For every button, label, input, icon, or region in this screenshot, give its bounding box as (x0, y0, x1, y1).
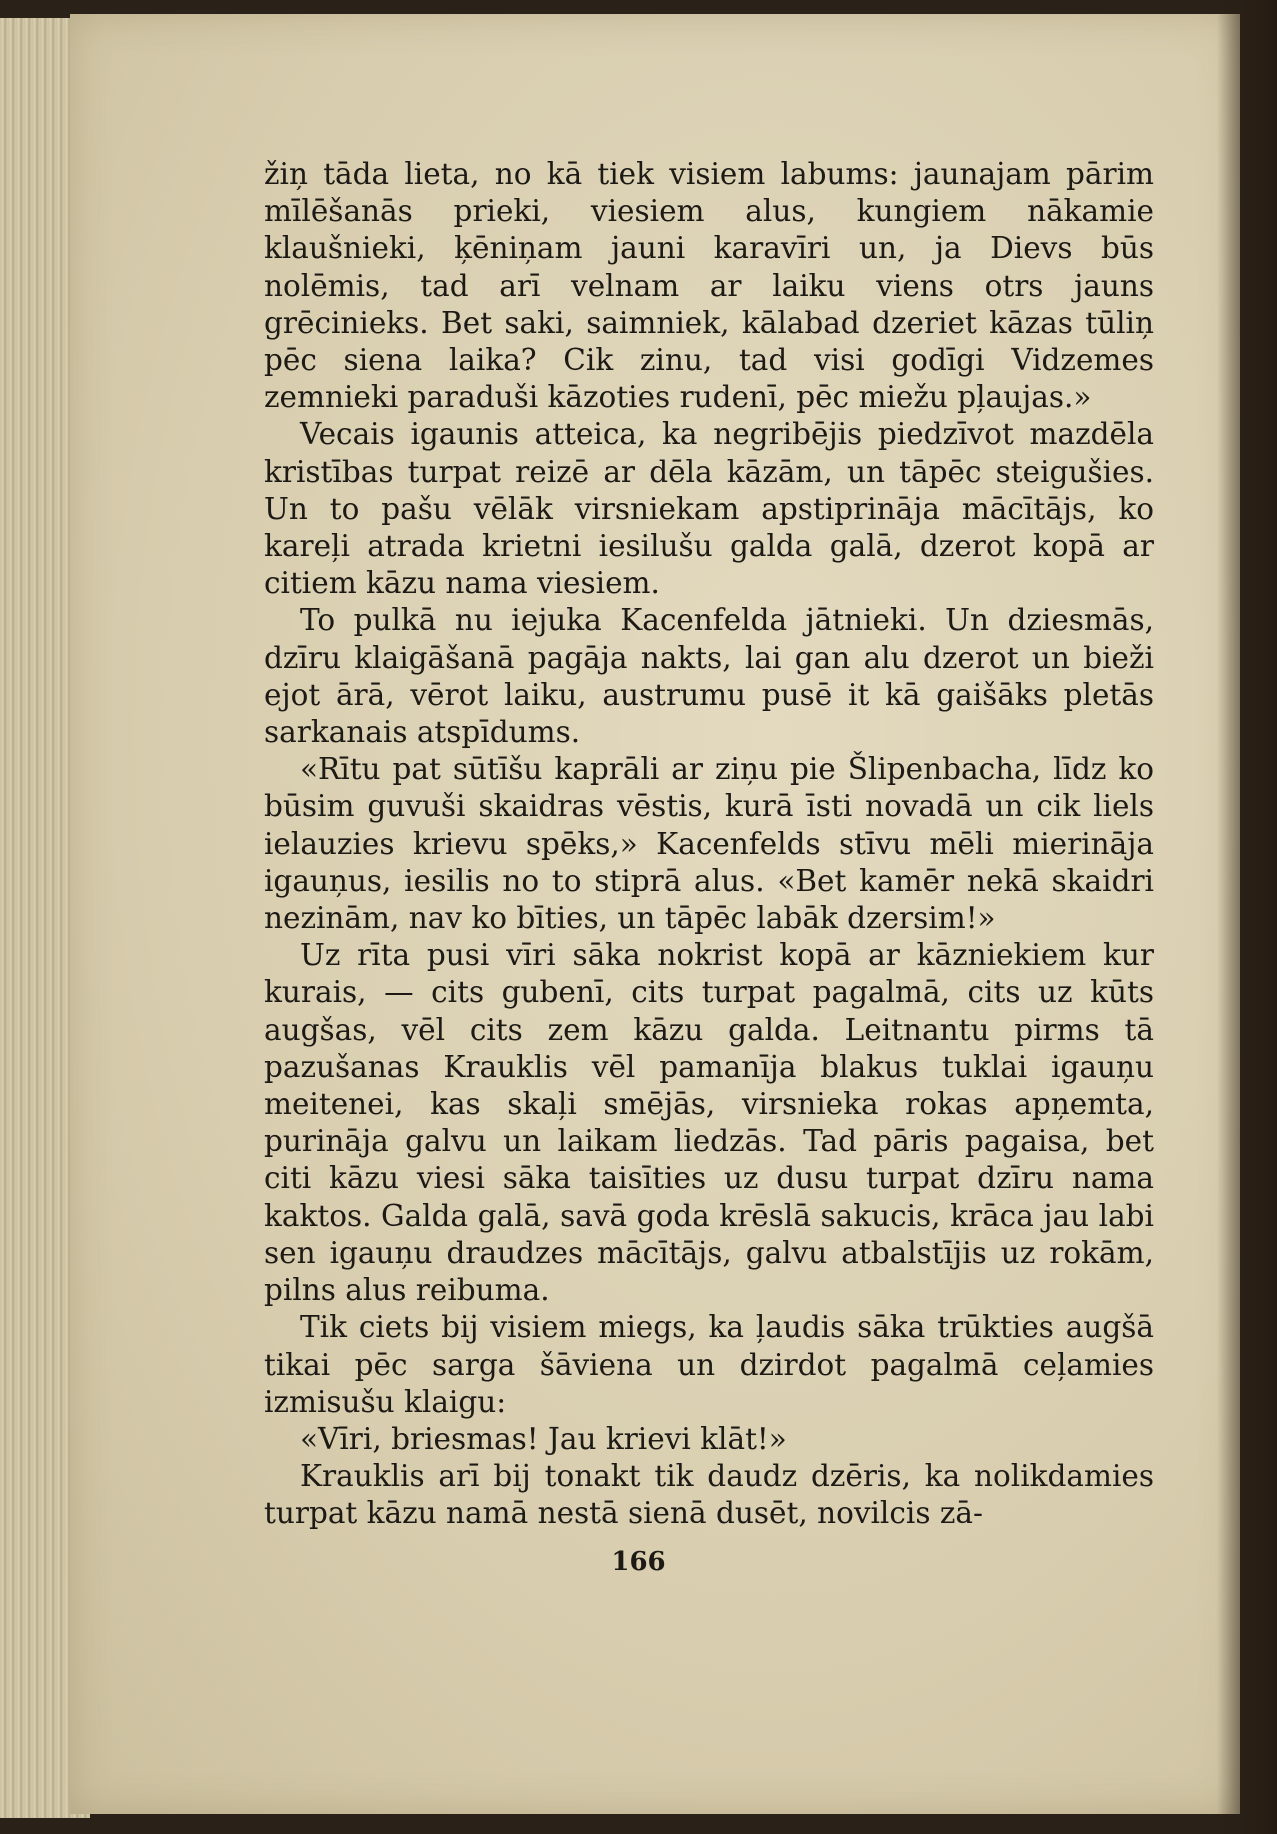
paragraph: Krauklis arī bij tonakt tik daudz dzēris, ka nolikdamies turpat kāzu namā nestā sienā dusēt, novilcis zā- (264, 1459, 1154, 1531)
paragraph: Uz rīta pusi vīri sāka nokrist kopā ar kāzniekiem kur kurais, — cits gubenī, cits turpat pagalmā, cits uz kūts augšas, vēl cits zem kāzu galda. Leitnantu pirms tā pazušanas Krauklis vēl pamanīja blakus tuklai igauņu meitenei, kas skaļi smējās, virsnieka rokas apņemta, purināja galvu un laikam liedzās. Tad pāris pagaisa, bet citi kāzu viesi sāka taisīties uz dusu turpat dzīru nama kaktos. Galda galā, savā goda krēslā sakucis, krāca jau labi sen igauņu draudzes mācītājs, galvu atbalstījis uz rokām, pilns alus reibuma. (264, 938, 1154, 1308)
paragraph: Vecais igaunis atteica, ka negribējis piedzīvot mazdēla kristības turpat reizē ar dēla kāzām, un tāpēc steigušies. Un to pašu vēlāk virsniekam apstiprināja mācītājs, ko kareļi atrada krietni iesilušu galda galā, dzerot kopā ar citiem kāzu nama viesiem. (264, 417, 1154, 601)
paragraph: Tik ciets bij visiem miegs, ka ļaudis sāka trūkties augšā tikai pēc sarga šāviena un dzirdot pagalmā ceļamies izmisušu klaigu: (264, 1310, 1154, 1419)
paragraph: žiņ tāda lieta, no kā tiek visiem labums: jaunajam pārim mīlēšanās prieki, viesiem alus, kungiem nākamie klaušnieki, ķēniņam jauni karavīri un, ja Dievs būs nolēmis, tad arī velnam ar laiku viens otrs jauns grēcinieks. Bet saki, saimniek, kālabad dzeriet kāzas tūliņ pēc siena laika? Cik zinu, tad visi godīgi Vidzemes zemnieki paraduši kāzoties rudenī, pēc miežu pļaujas.» (264, 157, 1154, 415)
paragraph: «Rītu pat sūtīšu kaprāli ar ziņu pie Šlipenbacha, līdz ko būsim guvuši skaidras vēstis, kurā īsti novadā un cik liels ielauzies krievu spēks,» Kacenfelds stīvu mēli mierināja igauņus, iesilis no to stiprā alus. «Bet kamēr nekā skaidri nezinām, nav ko bīties, un tāpēc labāk dzersim!» (264, 752, 1154, 936)
page-number: 166 (611, 1547, 666, 1577)
paragraph: To pulkā nu iejuka Kacenfelda jātnieki. Un dziesmās, dzīru klaigāšanā pagāja nakts, lai gan alu dzerot un bieži ejot ārā, vērot laiku, austrumu pusē it kā gaišāks pletās sarkanais atspīdums. (264, 603, 1154, 750)
body-text (264, 156, 1154, 1533)
paragraph: «Vīri, briesmas! Jau krievi klāt!» (300, 1421, 787, 1456)
